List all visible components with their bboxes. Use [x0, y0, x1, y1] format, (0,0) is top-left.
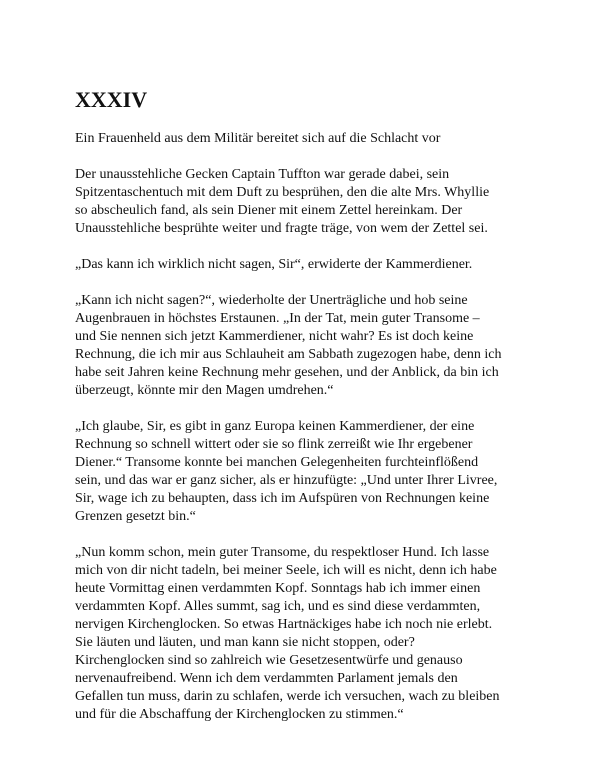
paragraph-5: [75, 544, 535, 724]
paragraph-line: Kirchenglocken sind so zahlreich wie Gesetzesentwürfe und genauso: [75, 653, 463, 668]
paragraph-line: „Ich glaube, Sir, es gibt in ganz Europa keinen Kammerdiener, der eine: [75, 419, 475, 434]
paragraph-line: Gefallen tun muss, darin zu schlafen, werde ich versuchen, wach zu bleiben: [75, 689, 500, 704]
paragraph-line: Sir, wage ich zu behaupten, dass ich im Aufspüren von Rechnungen keine: [75, 491, 490, 506]
paragraph-line: sein, und das war er ganz sicher, als er hinzufügte: „Und unter Ihrer Livree,: [75, 473, 498, 488]
paragraph-line: verdammten Kopf. Alles summt, sag ich, und es sind diese verdammten,: [75, 599, 481, 614]
paragraph-line: „Kann ich nicht sagen?“, wiederholte der Unerträgliche und hob seine: [75, 293, 468, 308]
paragraph-line: Spitzentaschentuch mit dem Duft zu besprühen, den die alte Mrs. Whyllie: [75, 185, 490, 200]
chapter-title: XXXIV: [75, 87, 148, 112]
paragraph-line: überzeugt, könnte mir den Magen umdrehen.“: [75, 383, 334, 398]
paragraph-line: heute Vormittag einen verdammten Kopf. Sonntags hab ich immer einen: [75, 581, 481, 596]
paragraph-4: [75, 418, 535, 526]
paragraph-line: „Das kann ich wirklich nicht sagen, Sir“, erwiderte der Kammerdiener.: [75, 257, 473, 272]
paragraph-line: Unausstehliche besprühte weiter und fragte träge, von wem der Zettel sei.: [75, 221, 488, 236]
paragraph-line: so abscheulich fand, als sein Diener mit einem Zettel hereinkam. Der: [75, 203, 463, 218]
paragraph-3: [75, 292, 535, 400]
paragraph-line: „Nun komm schon, mein guter Transome, du respektloser Hund. Ich lasse: [75, 545, 490, 560]
paragraph-line: Sie läuten und läuten, und man kann sie nicht stoppen, oder?: [75, 635, 415, 650]
paragraph-line: Rechnung so schnell wittert oder sie so flink zerreißt wie Ihr ergebener: [75, 437, 473, 452]
paragraph-line: und für die Abschaffung der Kirchenglocken zu stimmen.“: [75, 707, 404, 722]
paragraph-line: Rechnung, die ich mir aus Schlauheit am Sabbath zugezogen habe, denn ich: [75, 347, 502, 362]
paragraph-line: habe seit Jahren keine Rechnung mehr gesehen, und der Anblick, da bin ich: [75, 365, 499, 380]
chapter-subtitle: Ein Frauenheld aus dem Militär bereitet sich auf die Schlacht vor: [75, 131, 441, 146]
paragraph-line: mich von dir nicht tadeln, bei meiner Seele, ich will es nicht, denn ich habe: [75, 563, 497, 578]
paragraph-line: nervenaufreibend. Wenn ich dem verdammten Parlament jemals den: [75, 671, 458, 686]
paragraph-line: Diener.“ Transome konnte bei manchen Gelegenheiten furchteinflößend: [75, 455, 479, 470]
document-page: [75, 88, 535, 742]
paragraph-line: Grenzen gesetzt bin.“: [75, 509, 196, 524]
paragraph-2: [75, 256, 535, 274]
paragraph-line: und Sie nennen sich jetzt Kammerdiener, nicht wahr? Es ist doch keine: [75, 329, 474, 344]
paragraph-1: [75, 166, 535, 238]
paragraph-line: Der unausstehliche Gecken Captain Tuffton war gerade dabei, sein: [75, 167, 450, 182]
paragraph-line: nervigen Kirchenglocken. So etwas Hartnäckiges habe ich noch nie erlebt.: [75, 617, 493, 632]
paragraph-line: Augenbrauen in höchstes Erstaunen. „In der Tat, mein guter Transome –: [75, 311, 480, 326]
